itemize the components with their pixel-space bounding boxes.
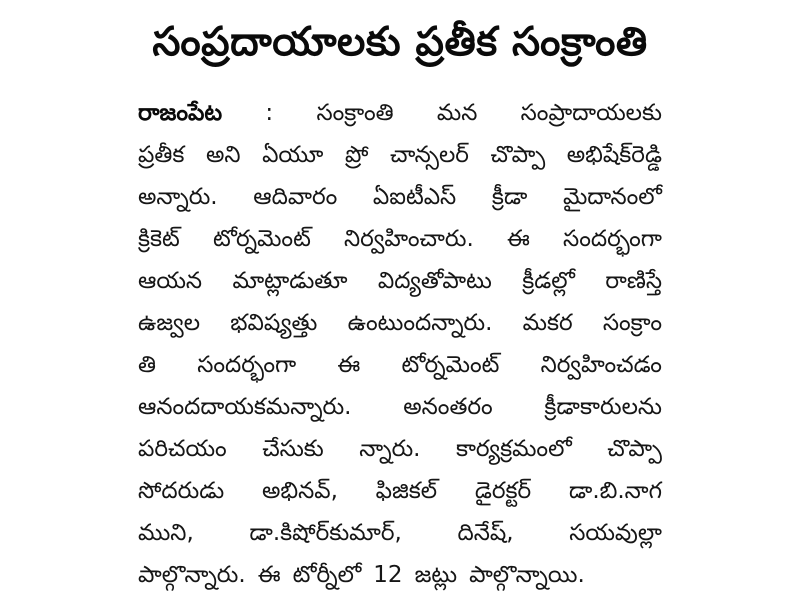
article-word: టోర్నమెంట్ — [401, 352, 500, 378]
article-word: ఈ — [337, 352, 361, 378]
article-word: సయవుల్లా — [569, 520, 662, 546]
article-word: ఫిజికల్ — [375, 478, 438, 504]
article-word: చొప్పా — [490, 142, 546, 168]
article-word: డా.కిషోర్‌కుమార్, — [249, 520, 402, 546]
article-line — [138, 176, 662, 218]
article-body — [138, 92, 662, 596]
article-word: ఉజ్వల — [138, 310, 201, 336]
article-word: అభినవ్, — [261, 478, 338, 504]
article-word: మైదానంలో — [562, 184, 662, 210]
article-word: : — [265, 100, 274, 126]
article-word: సందర్భంగా — [197, 352, 297, 378]
article-line — [138, 428, 662, 470]
article-word: చేసుకు — [262, 436, 324, 462]
article-word: సంప్రాదాయలకు — [520, 100, 662, 126]
article-word: చాన్సలర్ — [389, 142, 469, 168]
article-word: టోర్నమెంట్ — [212, 226, 311, 252]
article-word: సంక్రాంతి — [316, 100, 394, 126]
article-word: క్రీడాకారులను — [544, 394, 662, 420]
article-word: పాల్గొన్నాయి. — [469, 562, 585, 588]
article-line — [138, 302, 662, 344]
article-word: 12 — [373, 562, 403, 588]
article-line — [138, 554, 662, 596]
article-word: సంక్రాం — [602, 310, 662, 336]
article-word: డా.బి.నాగ — [568, 478, 662, 504]
article-word: చొప్పా — [607, 436, 662, 462]
article-word: అభిషేక్‌రెడ్డి — [566, 142, 662, 168]
article-word: ఆనందదాయకమన్నారు. — [138, 394, 352, 420]
article-word: ఆదివారం — [253, 184, 338, 210]
article-word: నిర్వహించారు. — [344, 226, 474, 252]
article-word: టోర్నీలో — [292, 562, 362, 588]
article-word: ఈ — [257, 562, 281, 588]
article-word: అని — [205, 142, 241, 168]
article-word: సోదరుడు — [138, 478, 225, 504]
article-word: మాట్లాడుతూ — [232, 268, 348, 294]
article-word: క్రీడల్లో — [522, 268, 575, 294]
article-word: తి — [138, 352, 156, 378]
headline: సంప్రదాయాలకు ప్రతీక సంక్రాంతి — [152, 19, 648, 65]
article-word: దినేష్, — [457, 520, 514, 546]
article-word: న్నారు. — [359, 436, 421, 462]
article-line — [138, 512, 662, 554]
article-word: పరిచయం — [138, 436, 227, 462]
article-word: ప్రతీక — [138, 142, 185, 168]
article-line — [138, 134, 662, 176]
dateline: రాజంపేట — [138, 100, 223, 126]
article-word: మకర — [522, 310, 573, 336]
article-word: క్రికెట్ — [138, 226, 180, 252]
article-word: భవిష్యత్తు — [230, 310, 318, 336]
article-word: ఏయూ — [262, 142, 324, 168]
article-word: ముని, — [138, 520, 194, 546]
article-line — [138, 260, 662, 302]
article-word: కార్యక్రమంలో — [455, 436, 572, 462]
article-word: ఏఐటీఎస్ — [372, 184, 457, 210]
article-word: సందర్భంగా — [563, 226, 662, 252]
article-line — [138, 470, 662, 512]
article-word: డైరక్టర్ — [474, 478, 532, 504]
article-line — [138, 344, 662, 386]
article-word: రాణిస్తే — [605, 268, 662, 294]
article-word: విద్యతోపాటు — [377, 268, 492, 294]
article-line — [138, 92, 662, 134]
article-word: నిర్వహించడం — [540, 352, 662, 378]
article-line — [138, 386, 662, 428]
article-word: జట్లు — [414, 562, 458, 588]
article-word: ప్రో — [344, 142, 369, 168]
article-word: క్రీడా — [491, 184, 528, 210]
article-word: అన్నారు. — [138, 184, 218, 210]
article-line — [138, 218, 662, 260]
article-word: ఉంటుందన్నారు. — [347, 310, 493, 336]
article-word: పాల్గొన్నారు. — [138, 562, 246, 588]
article-word: ఆయన — [138, 268, 203, 294]
article-word: ఈ — [506, 226, 530, 252]
article-word: అనంతరం — [403, 394, 493, 420]
article-word: మన — [436, 100, 478, 126]
